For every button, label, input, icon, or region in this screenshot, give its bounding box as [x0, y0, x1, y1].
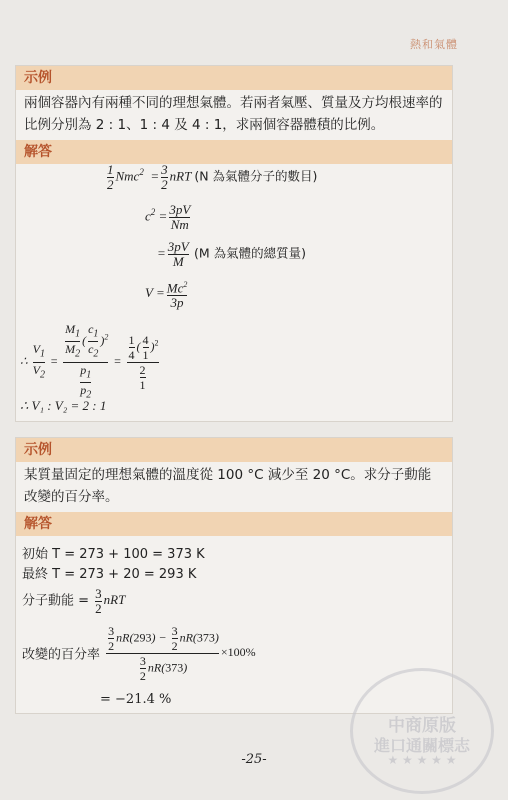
final-temp: 最終 T = 273 + 20 = 293 K — [22, 567, 197, 582]
example-question: 某質量固定的理想氣體的溫度從 100 °C 減少至 20 °C。求分子動能改變的百分率。 — [24, 467, 432, 505]
conclusion-ratio: ∴ V₁ : V₂ = 2 : 1 — [20, 398, 107, 413]
example-label: 示例 — [16, 66, 452, 90]
initial-temp: 初始 T = 273 + 100 = 373 K — [22, 547, 205, 562]
note-m: (M 為氣體的總質量) — [193, 245, 306, 261]
example-label: 示例 — [16, 438, 452, 462]
note-n: (N 為氣體分子的數目) — [194, 168, 318, 184]
times-100: ×100% — [220, 645, 256, 660]
pct-label: 改變的百分率 — [22, 647, 101, 663]
answer-label: 解答 — [16, 140, 452, 164]
answer-label: 解答 — [16, 512, 452, 536]
page-number: -25- — [241, 752, 267, 767]
import-stamp: 中商原版 進口通關標志 ★ ★ ★ ★ ★ — [350, 668, 494, 794]
chapter-header: 熱和氣體 — [410, 38, 458, 51]
example-question: 兩個容器內有兩種不同的理想氣體。若兩者氣壓、質量及方均根速率的比例分別為 2 : 1、1 : 4 及 4 : 1，求兩個容器體積的比例。 — [24, 95, 443, 133]
result: = −21.4 % — [100, 692, 172, 707]
ke-label: 分子動能 = — [22, 593, 90, 609]
